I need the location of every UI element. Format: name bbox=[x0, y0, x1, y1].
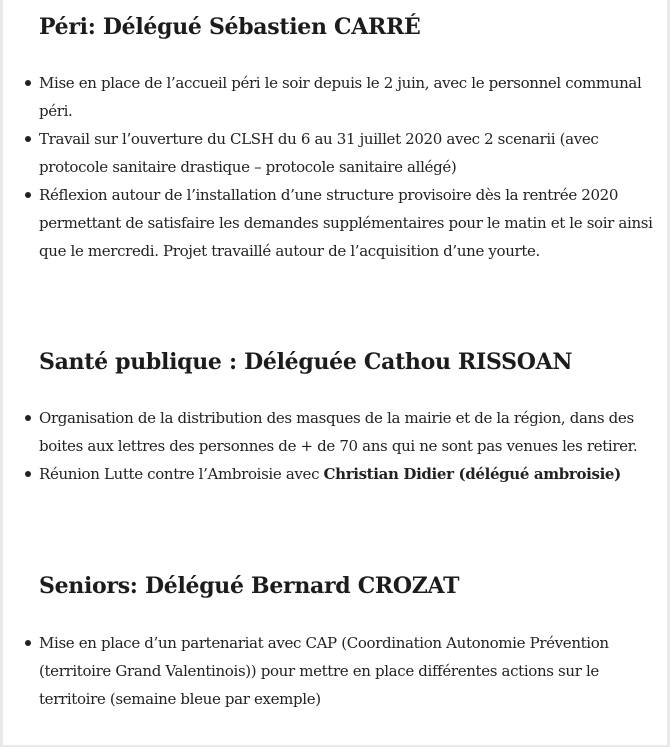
page-border-left bbox=[0, 0, 3, 747]
delegate-name: Christian Didier (délégué ambroisie) bbox=[323, 465, 621, 483]
meeting-text: Réunion Lutte contre l’Ambroisie avec bbox=[39, 465, 324, 483]
seniors-list bbox=[39, 629, 661, 713]
sante-publique-list bbox=[39, 404, 661, 488]
section-heading-sante-publique: Santé publique : Déléguée Cathou RISSOAN bbox=[39, 349, 573, 375]
list-item: Organisation de la distribution des masques de la mairie et de la région, dans des boites aux lettres des personnes de + de 70 ans qui ne sont pas venues les retirer. bbox=[39, 404, 661, 460]
section-heading-seniors: Seniors: Délégué Bernard CROZAT bbox=[39, 573, 460, 599]
list-item: Mise en place de l’accueil péri le soir depuis le 2 juin, avec le personnel communal péri. bbox=[39, 69, 661, 125]
section-heading-peri: Péri: Délégué Sébastien CARRÉ bbox=[39, 14, 421, 40]
peri-list bbox=[39, 69, 661, 265]
list-item: Réflexion autour de l’installation d’une structure provisoire dès la rentrée 2020 permettant de satisfaire les demandes supplémentaires pour le matin et le soir ainsi que le mercredi. Projet travaillé autour de l’acquisition d’une yourte. bbox=[39, 181, 661, 265]
list-item-meeting bbox=[39, 460, 661, 488]
list-item: Travail sur l’ouverture du CLSH du 6 au 31 juillet 2020 avec 2 scenarii (avec protocole sanitaire drastique – protocole sanitaire allégé) bbox=[39, 125, 661, 181]
list-item: Mise en place d’un partenariat avec CAP (Coordination Autonomie Prévention (territoire Grand Valentinois)) pour mettre en place différentes actions sur le territoire (semaine bleue par exemple) bbox=[39, 629, 661, 713]
